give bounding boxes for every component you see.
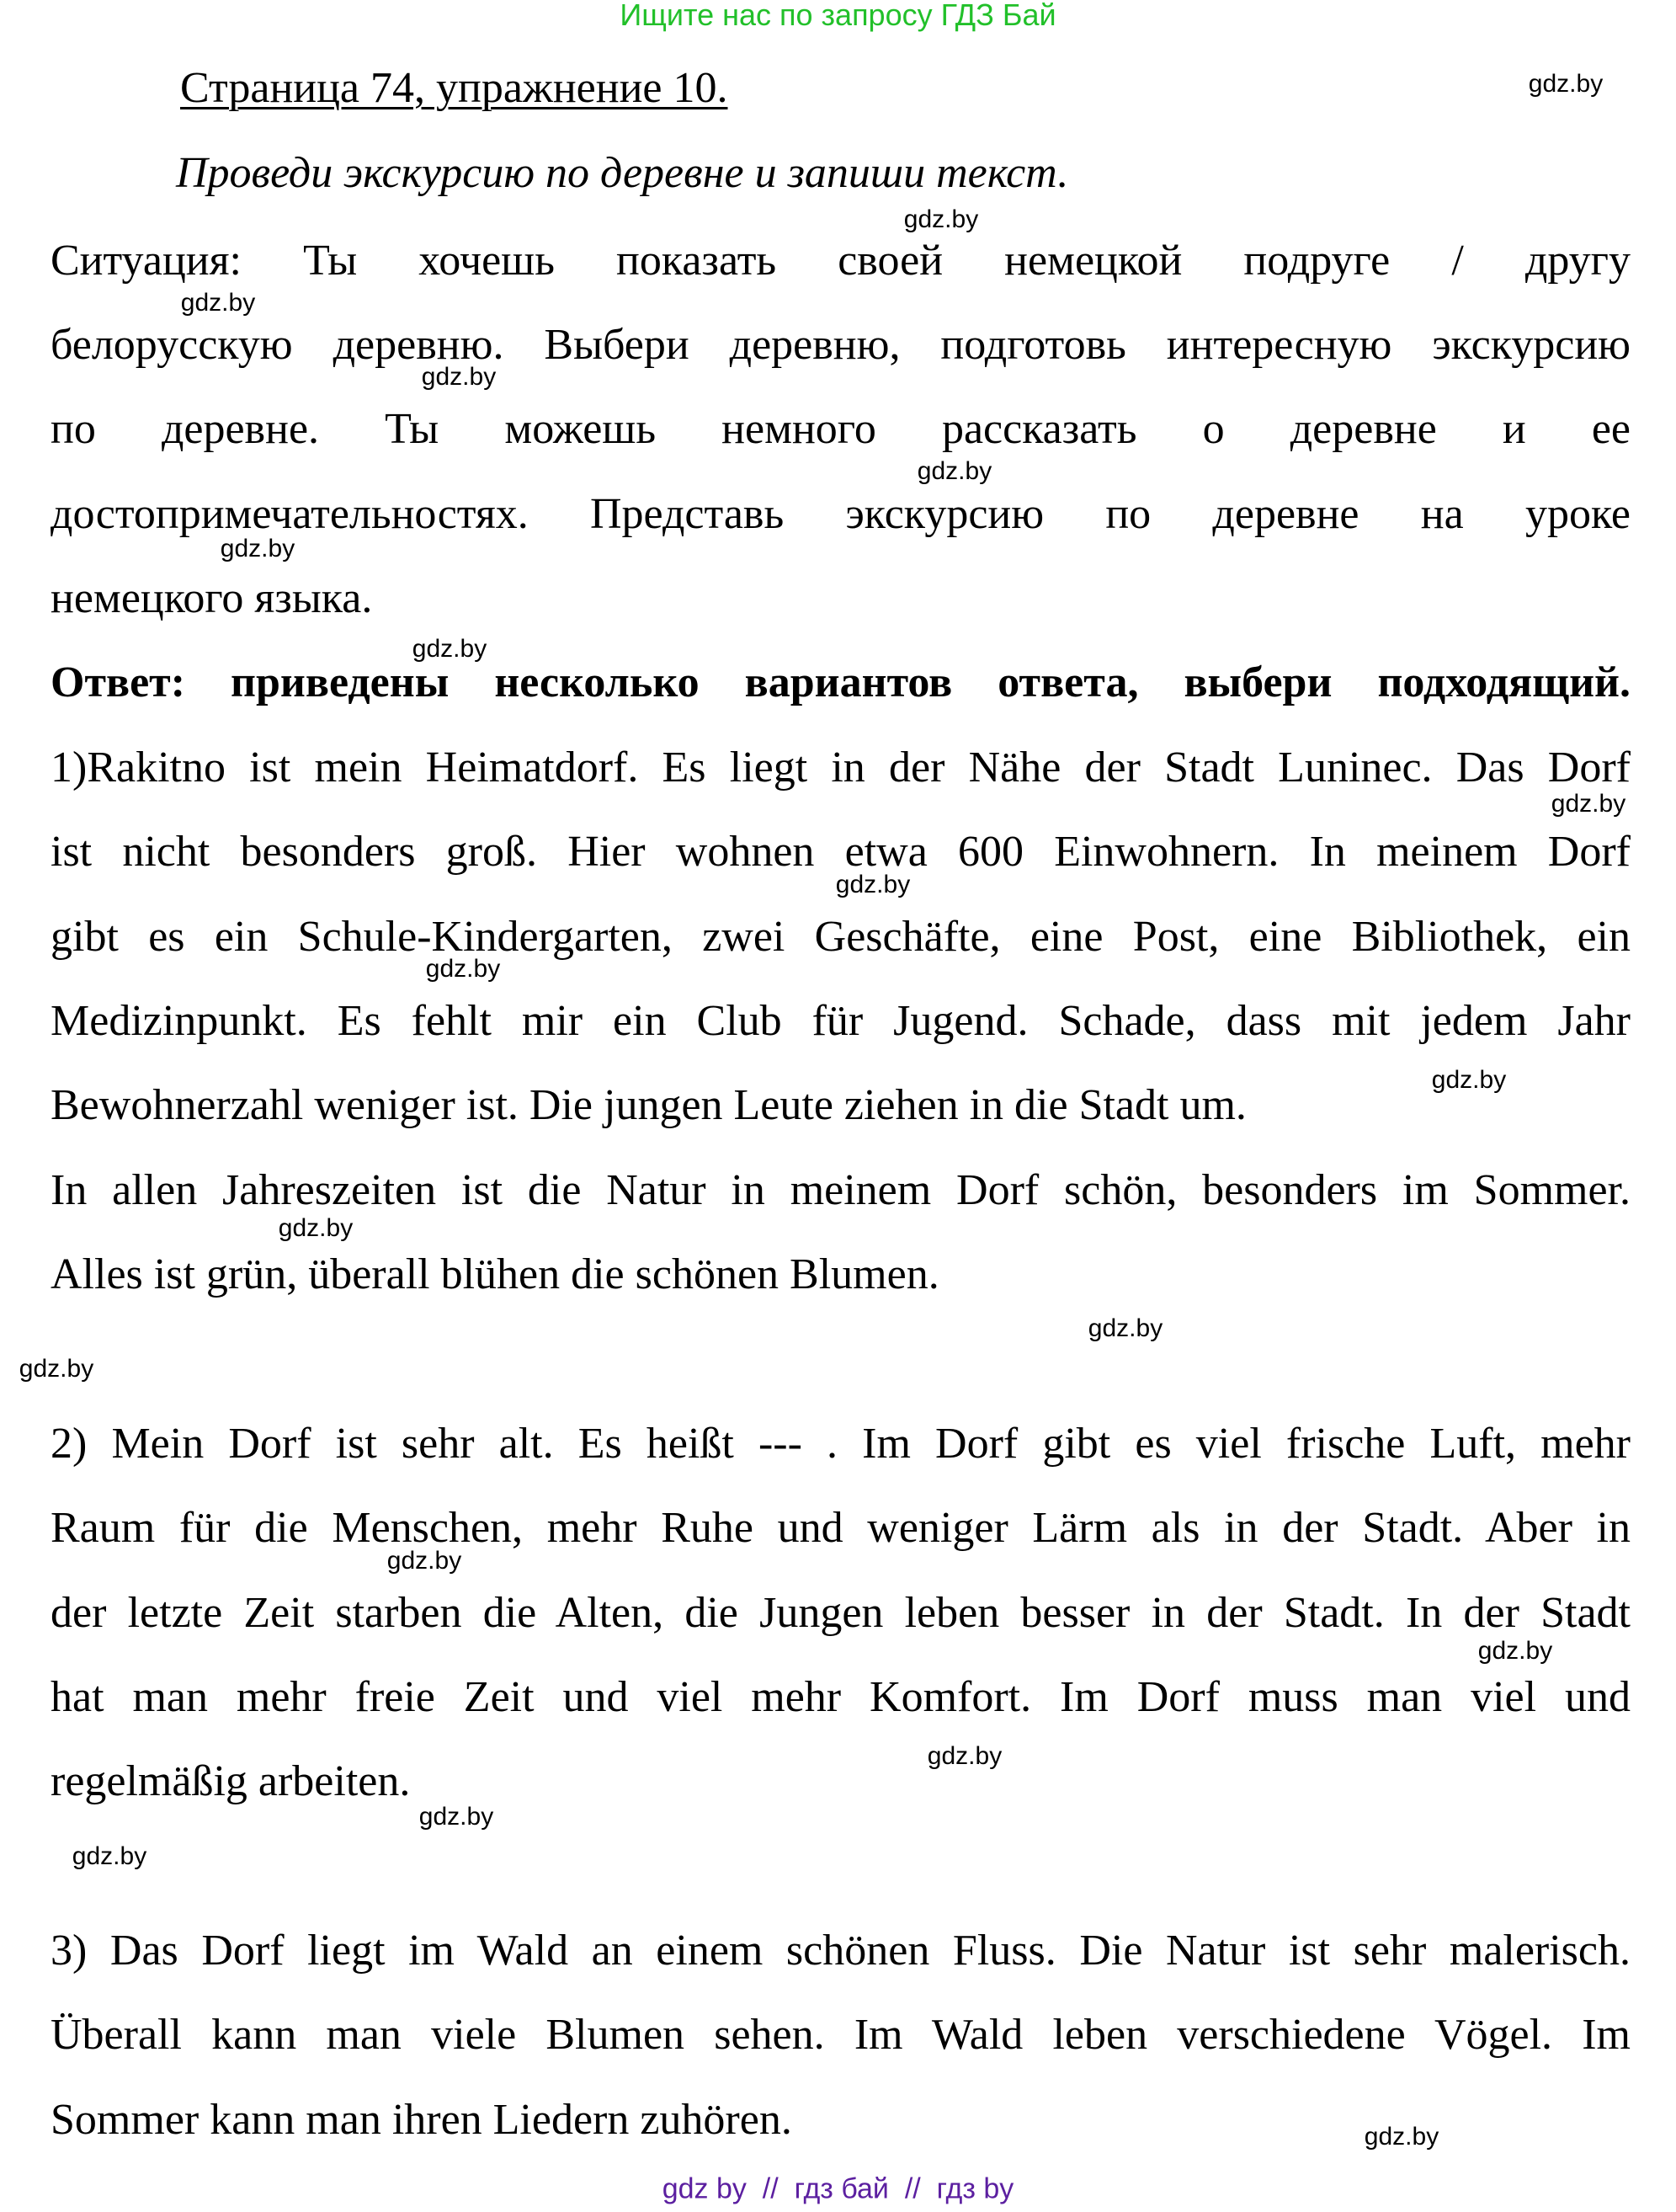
- watermark: gdz.by: [1551, 790, 1626, 818]
- watermark: gdz.by: [903, 205, 979, 233]
- task-instruction: Проведи экскурсию по деревне и запиши текст.: [176, 149, 1069, 197]
- watermark: gdz.by: [412, 635, 487, 663]
- answer-text-line: 3) Das Dorf liegt im Wald an einem schönen Fluss. Die Natur ist sehr malerisch.: [51, 1927, 1631, 1975]
- answer-text-line: regelmäßig arbeiten.: [51, 1757, 411, 1805]
- answer-text-line: ist nicht besonders groß. Hier wohnen etwa 600 Einwohnern. In meinem Dorf: [51, 828, 1631, 876]
- situation-text-line: белорусскую деревню. Выбери деревню, подготовь интересную экскурсию: [51, 321, 1631, 369]
- answer-text-line: Überall kann man viele Blumen sehen. Im Wald leben verschiedene Vögel. Im: [51, 2011, 1631, 2059]
- watermark: gdz.by: [1477, 1637, 1553, 1665]
- search-banner: Ищите нас по запросу ГДЗ Бай: [620, 0, 1056, 32]
- watermark: gdz.by: [180, 289, 256, 317]
- answer-heading: Ответ: приведены несколько вариантов ответа, выбери подходящий.: [51, 658, 1631, 706]
- situation-text-line: по деревне. Ты можешь немного рассказать о деревне и ее: [51, 405, 1631, 453]
- watermark: gdz.by: [421, 363, 497, 391]
- footer-links: gdz by // гдз бай // гдз by: [662, 2172, 1014, 2205]
- answer-text-line: 2) Mein Dorf ist sehr alt. Es heißt --- . Im Dorf gibt es viel frische Luft, mehr: [51, 1420, 1631, 1468]
- watermark: gdz.by: [278, 1214, 354, 1242]
- watermark: gdz.by: [220, 535, 295, 562]
- watermark: gdz.by: [1364, 2123, 1439, 2151]
- answer-text-line: Medizinpunkt. Es fehlt mir ein Club für Jugend. Schade, dass mit jedem Jahr: [51, 997, 1631, 1045]
- answer-text-line: In allen Jahreszeiten ist die Natur in meinem Dorf schön, besonders im Sommer.: [51, 1166, 1631, 1214]
- situation-text-line: достопримечательностях. Представь экскурсию по деревне на уроке: [51, 490, 1631, 538]
- watermark: gdz.by: [418, 1803, 494, 1831]
- watermark: gdz.by: [386, 1547, 462, 1575]
- watermark: gdz.by: [19, 1355, 94, 1383]
- watermark: gdz.by: [72, 1842, 147, 1870]
- watermark: gdz.by: [425, 955, 501, 983]
- page-title: Страница 74, упражнение 10.: [180, 64, 728, 112]
- answer-text-line: der letzte Zeit starben die Alten, die Jungen leben besser in der Stadt. In der Stadt: [51, 1589, 1631, 1637]
- watermark: gdz.by: [1528, 70, 1604, 98]
- answer-text-line: Alles ist grün, überall blühen die schönen Blumen.: [51, 1250, 939, 1298]
- watermark: gdz.by: [927, 1742, 1003, 1770]
- watermark: gdz.by: [917, 457, 992, 485]
- answer-text-line: Bewohnerzahl weniger ist. Die jungen Leute ziehen in die Stadt um.: [51, 1081, 1247, 1129]
- answer-text-line: gibt es ein Schule-Kindergarten, zwei Geschäfte, eine Post, eine Bibliothek, ein: [51, 913, 1631, 961]
- situation-text-line: Ситуация: Ты хочешь показать своей немецкой подруге / другу: [51, 237, 1631, 285]
- watermark: gdz.by: [835, 871, 911, 898]
- answer-text-line: Sommer kann man ihren Liedern zuhören.: [51, 2096, 792, 2144]
- watermark: gdz.by: [1431, 1066, 1507, 1094]
- answer-text-line: Raum für die Menschen, mehr Ruhe und weniger Lärm als in der Stadt. Aber in: [51, 1504, 1631, 1552]
- answer-text-line: hat man mehr freie Zeit und viel mehr Komfort. Im Dorf muss man viel und: [51, 1673, 1631, 1721]
- watermark: gdz.by: [1088, 1314, 1163, 1342]
- answer-text-line: 1)Rakitno ist mein Heimatdorf. Es liegt in der Nähe der Stadt Luninec. Das Dorf: [51, 744, 1631, 792]
- situation-text-line: немецкого языка.: [51, 574, 373, 622]
